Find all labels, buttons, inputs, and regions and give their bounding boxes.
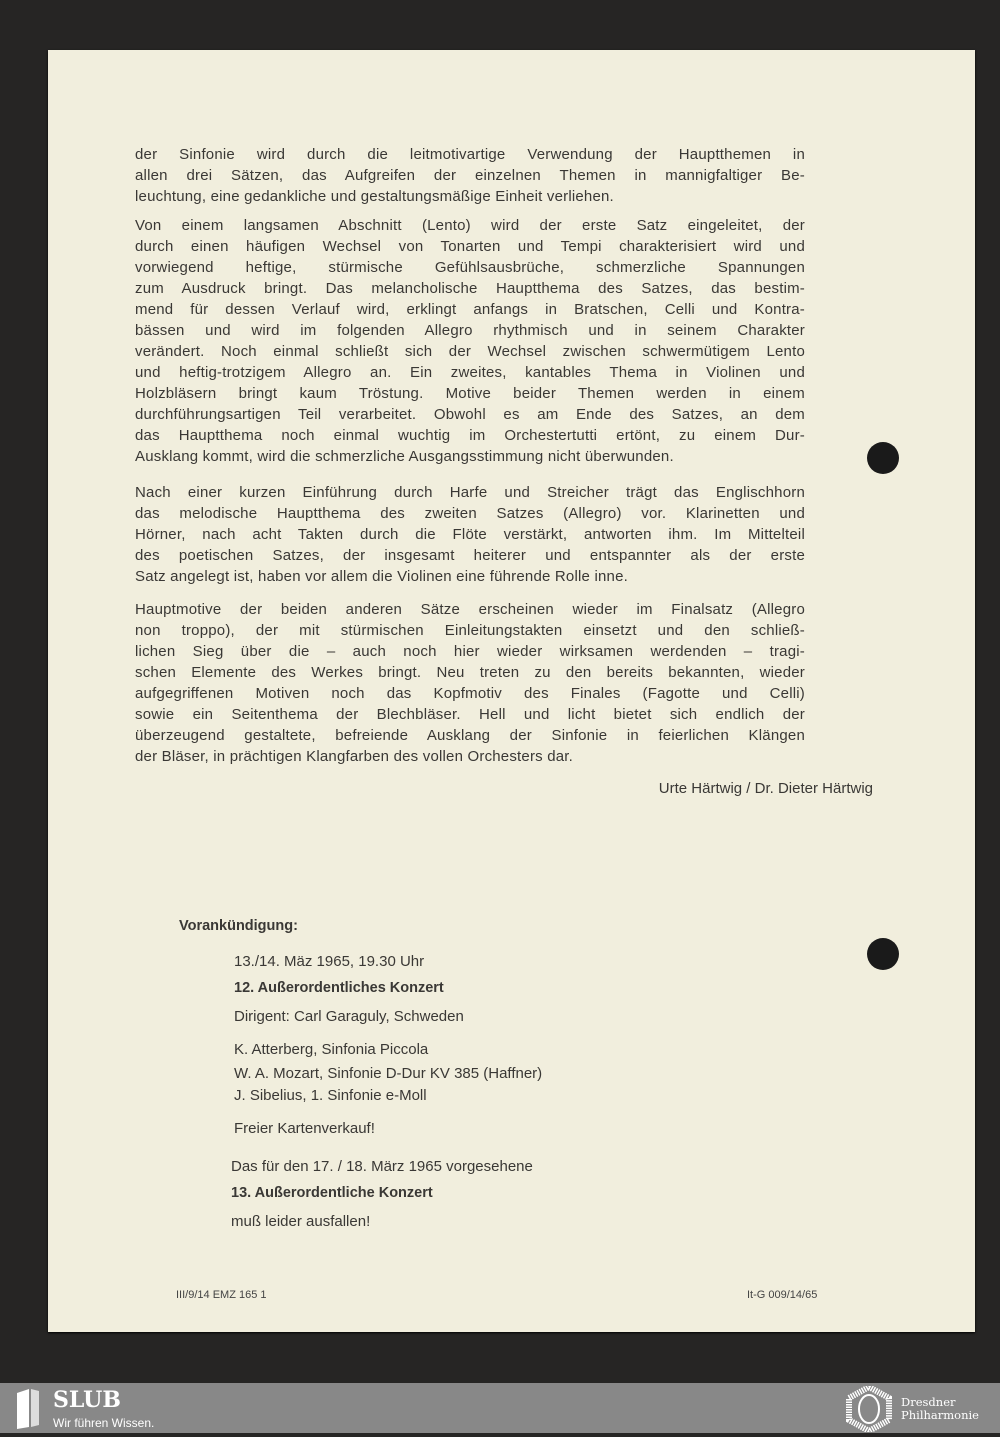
paragraph [135,215,805,467]
text-line: lichen Sieg über die – auch noch hier wieder wirksamen werdenden – tragi- [135,643,805,660]
announcement-heading: Vorankündigung: [179,918,298,934]
program-item: K. Atterberg, Sinfonia Piccola [234,1041,429,1058]
book-icon [15,1387,41,1429]
text-line: verändert. Noch einmal schließt sich der Wechsel zwischen schwermütigem Lento [135,343,805,360]
punch-hole [867,442,899,474]
conductor: Dirigent: Carl Garaguly, Schweden [234,1008,464,1025]
text-line: durch einen häufigen Wechsel von Tonarten und Tempi charakterisiert wird und [135,238,805,255]
sunburst-icon [843,1386,895,1432]
paragraph [135,599,805,767]
slub-title: SLUB [53,1387,121,1413]
text-line: leuchtung, eine gedankliche und gestaltungsmäßige Einheit verliehen. [135,188,614,205]
text-line: Nach einer kurzen Einführung durch Harfe und Streicher trägt das Englischhorn [135,484,805,501]
concert-date: 13./14. Mäz 1965, 19.30 Uhr [234,953,425,970]
paragraph [135,144,805,207]
dresdner-philharmonie-logo[interactable] [843,1386,979,1437]
print-code-left: III/9/14 EMZ 165 1 [176,1289,267,1301]
text-line: Hauptmotive der beiden anderen Sätze erscheinen wieder im Finalsatz (Allegro [135,601,805,618]
text-line: Von einem langsamen Abschnitt (Lento) wird der erste Satz eingeleitet, der [135,217,805,234]
text-line: vorwiegend heftige, stürmische Gefühlsausbrüche, schmerzliche Spannungen [135,259,805,276]
text-line: non troppo), der mit stürmischen Einleitungstakten einsetzt und den schließ- [135,622,805,639]
print-code-right: It-G 009/14/65 [747,1289,818,1301]
text-line: Holzbläsern bringt kaum Tröstung. Motive beider Themen werden in einem [135,385,805,402]
cancel-note: Das für den 17. / 18. März 1965 vorgesehene [231,1158,533,1175]
text-line: zum Ausdruck bringt. Das melancholische Hauptthema des Satzes, das bestim- [135,280,805,297]
program-item: W. A. Mozart, Sinfonie D-Dur KV 385 (Haffner) [234,1065,543,1082]
text-line: und heftig-trotzigem Allegro an. Ein zweites, kantables Thema in Violinen und [135,364,805,381]
text-line: durchführungsartigen Teil verarbeitet. Obwohl es am Ende des Satzes, an dem [135,406,805,423]
text-line: überzeugend gestaltete, befreiende Ausklang der Sinfonie in feierlichen Klängen [135,727,805,744]
punch-hole [867,938,899,970]
footer-bar [0,1383,1000,1433]
text-line: des poetischen Satzes, der insgesamt heiterer und entspannter als der erste [135,547,805,564]
text-line: bässen und wird im folgenden Allegro rhythmisch und in seinem Charakter [135,322,805,339]
partner-line1: Dresdner [901,1395,956,1409]
author: Urte Härtwig / Dr. Dieter Härtwig [658,780,873,797]
partner-line2: Philharmonie [901,1408,979,1422]
text-line: aufgegriffenen Motiven noch das Kopfmotiv des Finales (Fagotte und Celli) [135,685,805,702]
cancel-concert: 13. Außerordentliche Konzert [231,1185,433,1201]
cancel-note: muß leider ausfallen! [231,1213,371,1230]
text-line: das Hauptthema noch einmal wuchtig im Orchestertutti ertönt, zu einem Dur- [135,427,805,444]
text-line: Hörner, nach acht Takten durch die Flöte verstärkt, antworten ihm. Im Mittelteil [135,526,805,543]
paragraph [135,482,805,587]
text-line: allen drei Sätzen, das Aufgreifen der einzelnen Themen in mannigfaltiger Be- [135,167,805,184]
text-line: Ausklang kommt, wird die schmerzliche Ausgangsstimmung nicht überwunden. [135,448,674,465]
text-line: schen Elemente des Werkes bringt. Neu treten zu den bereits bekannten, wieder [135,664,805,681]
text-line: sowie ein Seitenthema der Blechbläser. Hell und licht bietet sich endlich der [135,706,805,723]
concert-title: 12. Außerordentliches Konzert [234,980,444,996]
slub-slogan: Wir führen Wissen. [53,1416,155,1430]
program-item: J. Sibelius, 1. Sinfonie e-Moll [234,1087,427,1104]
text-line: der Sinfonie wird durch die leitmotivartige Verwendung der Hauptthemen in [135,146,805,163]
tickets-note: Freier Kartenverkauf! [234,1120,375,1137]
text-line: der Bläser, in prächtigen Klangfarben des vollen Orchesters dar. [135,748,574,765]
text-line: mend für dessen Verlauf wird, erklingt anfangs in Bratschen, Celli und Kontra- [135,301,805,318]
text-line: das melodische Hauptthema des zweiten Satzes (Allegro) vor. Klarinetten und [135,505,805,522]
text-line: Satz angelegt ist, haben vor allem die Violinen eine führende Rolle inne. [135,568,628,585]
